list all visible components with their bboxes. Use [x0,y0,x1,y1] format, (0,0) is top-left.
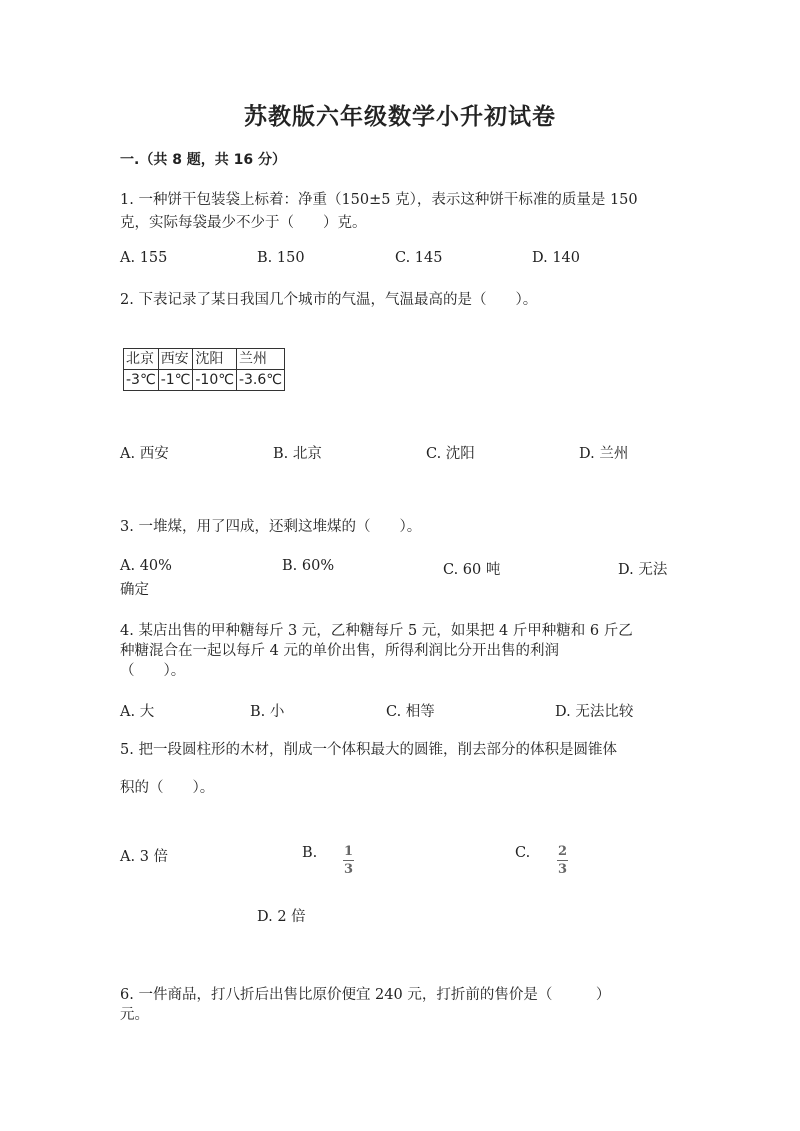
question-2-option-b: B. 北京 [273,446,322,462]
question-4-line-3: （ ）。 [120,663,186,679]
question-1-line-2: 克，实际每袋最少不少于（ ）克。 [120,215,367,231]
table-cell-city: 北京 [124,349,159,370]
question-4-option-c: C. 相等 [386,704,435,720]
table-cell-temp: -3℃ [124,370,159,391]
question-6-line-2: 元。 [120,1007,149,1023]
question-4-option-b: B. 小 [250,704,285,720]
temperature-table [123,348,285,391]
question-3-option-c: C. 60 吨 [443,562,501,578]
question-3-option-d: D. 无法 [618,562,668,578]
question-2-text: 2. 下表记录了某日我国几个城市的气温，气温最高的是（ ）。 [120,292,538,308]
fraction-numerator: 2 [557,844,568,859]
table-cell-temp: -10℃ [193,370,237,391]
question-4-line-2: 种糖混合在一起以每斤 4 元的单价出售，所得利润比分开出售的利润 [120,643,559,659]
question-2-option-c: C. 沈阳 [426,446,475,462]
question-5-option-b-label: B. [302,845,318,861]
table-cell-city: 沈阳 [193,349,237,370]
table-cell-city: 西安 [158,349,193,370]
table-cell-temp: -3.6℃ [236,370,284,391]
question-5-option-a: A. 3 倍 [120,849,169,865]
question-1-option-a: A. 155 [120,250,168,266]
question-3-text: 3. 一堆煤，用了四成，还剩这堆煤的（ ）。 [120,519,422,535]
question-1-option-c: C. 145 [395,250,443,266]
page-title: 苏教版六年级数学小升初试卷 [244,104,556,130]
table-cell-temp: -1℃ [158,370,193,391]
question-4-option-d: D. 无法比较 [555,704,634,720]
question-5-fraction-c [557,840,568,876]
table-row-cities [124,349,285,370]
question-4-line-1: 4. 某店出售的甲种糖每斤 3 元，乙种糖每斤 5 元，如果把 4 斤甲种糖和 6 斤乙 [120,623,633,639]
fraction-bar [343,860,354,861]
question-1-option-d: D. 140 [532,250,581,266]
question-1-line-1: 1. 一种饼干包装袋上标着：净重（150±5 克），表示这种饼干标准的质量是 150 [120,192,638,208]
question-5-line-1: 5. 把一段圆柱形的木材，削成一个体积最大的圆锥，削去部分的体积是圆锥体 [120,742,617,758]
question-5-option-c-label: C. [515,845,531,861]
question-3-option-d-continued: 确定 [120,582,149,598]
question-5-option-d: D. 2 倍 [257,909,306,925]
question-5-fraction-b [343,840,354,876]
table-cell-city: 兰州 [236,349,284,370]
question-2-option-a: A. 西安 [120,446,169,462]
fraction-denominator: 3 [557,862,568,877]
question-1-option-b: B. 150 [257,250,305,266]
question-4-option-a: A. 大 [120,704,155,720]
fraction-denominator: 3 [343,862,354,877]
fraction-numerator: 1 [343,844,354,859]
question-2-option-d: D. 兰州 [579,446,629,462]
question-3-option-b: B. 60% [282,558,335,574]
fraction-bar [557,860,568,861]
question-3-option-a: A. 40% [120,558,172,574]
section-heading: 一.（共 8 题，共 16 分） [120,152,287,168]
question-5-line-2: 积的（ ）。 [120,780,215,796]
table-row-temps [124,370,285,391]
question-6-line-1: 6. 一件商品，打八折后出售比原价便宜 240 元，打折前的售价是（ ） [120,987,611,1003]
